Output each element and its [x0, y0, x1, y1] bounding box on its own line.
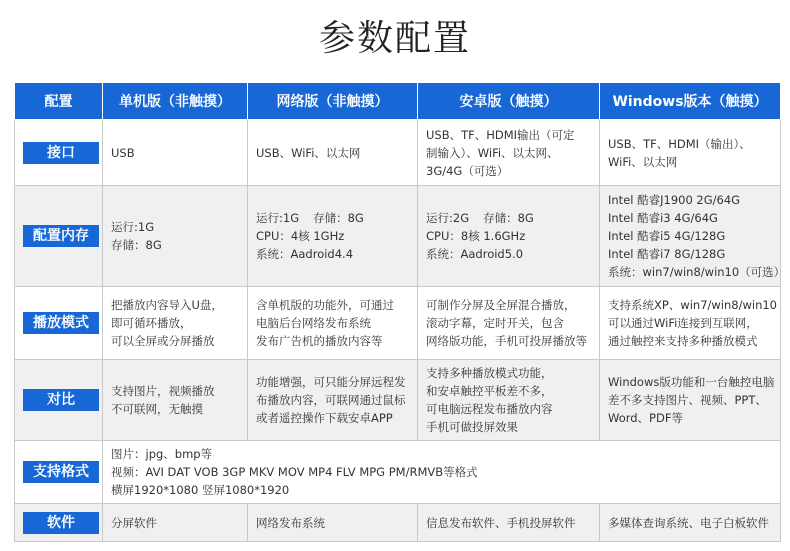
table-row: [15, 441, 781, 504]
cell-software-android: 信息发布软件、手机投屏软件: [418, 504, 600, 542]
table-row: [15, 360, 781, 441]
cell-interface-standalone: USB: [103, 120, 248, 186]
cell-compare-network: 功能增强，可只能分屏远程发 布播放内容，可联网通过鼠标 或者遥控操作下载安卓APP: [248, 360, 418, 441]
header-config: 配置: [15, 83, 103, 120]
table-row: [15, 186, 781, 287]
row-label-cell: [15, 441, 103, 504]
row-label-playmode: 播放模式: [23, 312, 99, 334]
header-standalone: 单机版（非触摸）: [103, 83, 248, 120]
row-label-cell: [15, 186, 103, 287]
cell-interface-network: USB、WiFi、以太网: [248, 120, 418, 186]
table-row: [15, 504, 781, 542]
row-label-cell: [15, 287, 103, 360]
cell-memory-android: 运行:2G 存储：8G CPU：8核 1.6GHz 系统：Aadroid5.0: [418, 186, 600, 287]
cell-playmode-android: 可制作分屏及全屏混合播放， 滚动字幕，定时开关，包含 网络版功能，手机可投屏播放等: [418, 287, 600, 360]
cell-memory-network: 运行:1G 存储：8G CPU：4核 1GHz 系统：Aadroid4.4: [248, 186, 418, 287]
row-label-compare: 对比: [23, 389, 99, 411]
row-label-software: 软件: [23, 512, 99, 534]
cell-memory-standalone: 运行:1G 存储：8G: [103, 186, 248, 287]
row-label-memory: 配置内存: [23, 225, 99, 247]
row-label-cell: [15, 360, 103, 441]
cell-interface-android: USB、TF、HDMI输出（可定 制输入）、WiFi、以太网、 3G/4G（可选）: [418, 120, 600, 186]
table-row: [15, 287, 781, 360]
cell-software-standalone: 分屏软件: [103, 504, 248, 542]
table-header-row: [15, 83, 781, 120]
cell-playmode-windows: 支持系统XP、win7/win8/win10 可以通过WiFi连接到互联网， 通过触控来支持多种播放模式: [600, 287, 781, 360]
cell-memory-windows: Intel 酷睿J1900 2G/64G Intel 酷睿i3 4G/64G Intel 酷睿i5 4G/128G Intel 酷睿i7 8G/128G 系统：win7/win8/win10（可选）: [600, 186, 781, 287]
row-label-formats: 支持格式: [23, 461, 99, 483]
row-label-cell: [15, 504, 103, 542]
cell-playmode-standalone: 把播放内容导入U盘， 即可循环播放， 可以全屏或分屏播放: [103, 287, 248, 360]
cell-compare-android: 支持多种播放模式功能， 和安卓触控平板差不多， 可电脑远程发布播放内容 手机可做投屏效果: [418, 360, 600, 441]
cell-software-windows: 多媒体查询系统、电子白板软件: [600, 504, 781, 542]
cell-interface-windows: USB、TF、HDMI（输出）、 WiFi、以太网: [600, 120, 781, 186]
page-title: 参数配置: [318, 18, 471, 59]
spec-table: [14, 82, 786, 542]
table-row: [15, 120, 781, 186]
row-label-interface: 接口: [23, 142, 99, 164]
cell-compare-windows: Windows版功能和一台触控电脑 差不多支持图片、视频、PPT、 Word、PDF等: [600, 360, 781, 441]
cell-playmode-network: 含单机版的功能外，可通过 电脑后台网络发布系统 发布广告机的播放内容等: [248, 287, 418, 360]
header-windows: Windows版本（触摸）: [600, 83, 781, 120]
cell-formats: 图片：jpg、bmp等 视频：AVI DAT VOB 3GP MKV MOV MP4 FLV MPG PM/RMVB等格式 横屏1920*1080 竖屏1080*1920: [103, 441, 781, 504]
header-network: 网络版（非触摸）: [248, 83, 418, 120]
cell-compare-standalone: 支持图片，视频播放 不可联网，无触摸: [103, 360, 248, 441]
cell-software-network: 网络发布系统: [248, 504, 418, 542]
header-android: 安卓版（触摸）: [418, 83, 600, 120]
row-label-cell: [15, 120, 103, 186]
